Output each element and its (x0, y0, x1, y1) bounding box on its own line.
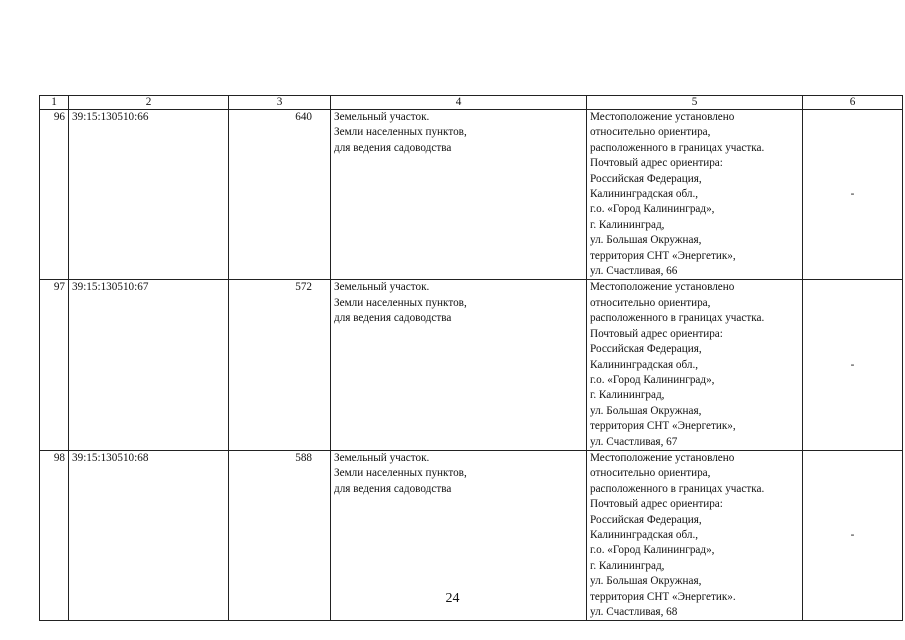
land-plots-table (39, 95, 903, 621)
location-line: Местоположение установлено (590, 281, 735, 294)
description-line: Земли населенных пунктов, (334, 467, 467, 480)
location-line: ул. Большая Окружная, (590, 575, 702, 588)
description-line: Земельный участок. (334, 111, 430, 123)
column-header-2: 2 (69, 96, 229, 110)
location-line: ул. Счастливая, 67 (590, 435, 678, 448)
column-header-4: 4 (331, 96, 587, 110)
column-header-1: 1 (40, 96, 69, 110)
location-line: Российская Федерация, (590, 343, 702, 356)
plot-description (331, 110, 587, 280)
location-line: ул. Большая Окружная, (590, 404, 702, 417)
column-header-3: 3 (229, 96, 331, 110)
description-line: для ведения садоводства (334, 482, 452, 495)
plot-location (587, 110, 803, 280)
location-line: относительно ориентира, (590, 467, 711, 480)
description-line: для ведения садоводства (334, 312, 452, 325)
plot-location (587, 280, 803, 450)
row-number: 97 (40, 280, 69, 450)
page-number: 24 (445, 591, 460, 606)
location-line: Калининградская обл., (590, 188, 699, 201)
description-line: Земельный участок. (334, 281, 430, 294)
row-number: 96 (40, 110, 69, 280)
location-line: территория СНТ «Энергетик», (590, 249, 736, 262)
location-line: территория СНТ «Энергетик», (590, 420, 736, 433)
header-row (40, 96, 903, 110)
plot-area: 640 (229, 110, 331, 280)
description-line: Земельный участок. (334, 451, 430, 464)
location-line: Местоположение установлено (590, 451, 735, 464)
location-line: относительно ориентира, (590, 126, 711, 139)
location-line: Почтовый адрес ориентира: (590, 327, 723, 340)
location-line: Калининградская обл., (590, 528, 699, 541)
location-line: Почтовый адрес ориентира: (590, 498, 723, 511)
location-line: Российская Федерация, (590, 172, 702, 185)
description-line: для ведения садоводства (334, 141, 452, 154)
location-line: расположенного в границах участка. (590, 312, 765, 325)
location-line: Калининградская обл., (590, 358, 699, 371)
plot-note: - (803, 110, 903, 280)
plot-note: - (803, 450, 903, 620)
location-line: г.о. «Город Калининград», (590, 373, 715, 386)
location-line: г. Калининград, (590, 389, 665, 402)
location-line: расположенного в границах участка. (590, 482, 765, 495)
location-line: г.о. «Город Калининград», (590, 544, 715, 557)
plot-area: 572 (229, 280, 331, 450)
table-row (40, 280, 903, 450)
column-header-6: 6 (803, 96, 903, 110)
location-line: ул. Счастливая, 68 (590, 606, 678, 618)
cadastral-number: 39:15:130510:66 (69, 110, 229, 280)
location-line: ул. Счастливая, 66 (590, 265, 678, 278)
table-row (40, 110, 903, 280)
description-line: Земли населенных пунктов, (334, 126, 467, 139)
location-line: Российская Федерация, (590, 513, 702, 526)
location-line: территория СНТ «Энергетик». (590, 590, 736, 603)
location-line: Почтовый адрес ориентира: (590, 157, 723, 170)
location-line: г.о. «Город Калининград», (590, 203, 715, 216)
column-header-5: 5 (587, 96, 803, 110)
cadastral-number: 39:15:130510:67 (69, 280, 229, 450)
location-line: г. Калининград, (590, 559, 665, 572)
location-line: относительно ориентира, (590, 296, 711, 309)
plot-note: - (803, 280, 903, 450)
location-line: г. Калининград, (590, 218, 665, 231)
location-line: Местоположение установлено (590, 111, 735, 123)
plot-description (331, 280, 587, 450)
location-line: ул. Большая Окружная, (590, 234, 702, 247)
plot-area: 588 (229, 450, 331, 620)
row-number: 98 (40, 450, 69, 620)
cadastral-number: 39:15:130510:68 (69, 450, 229, 620)
description-line: Земли населенных пунктов, (334, 296, 467, 309)
location-line: расположенного в границах участка. (590, 141, 765, 154)
